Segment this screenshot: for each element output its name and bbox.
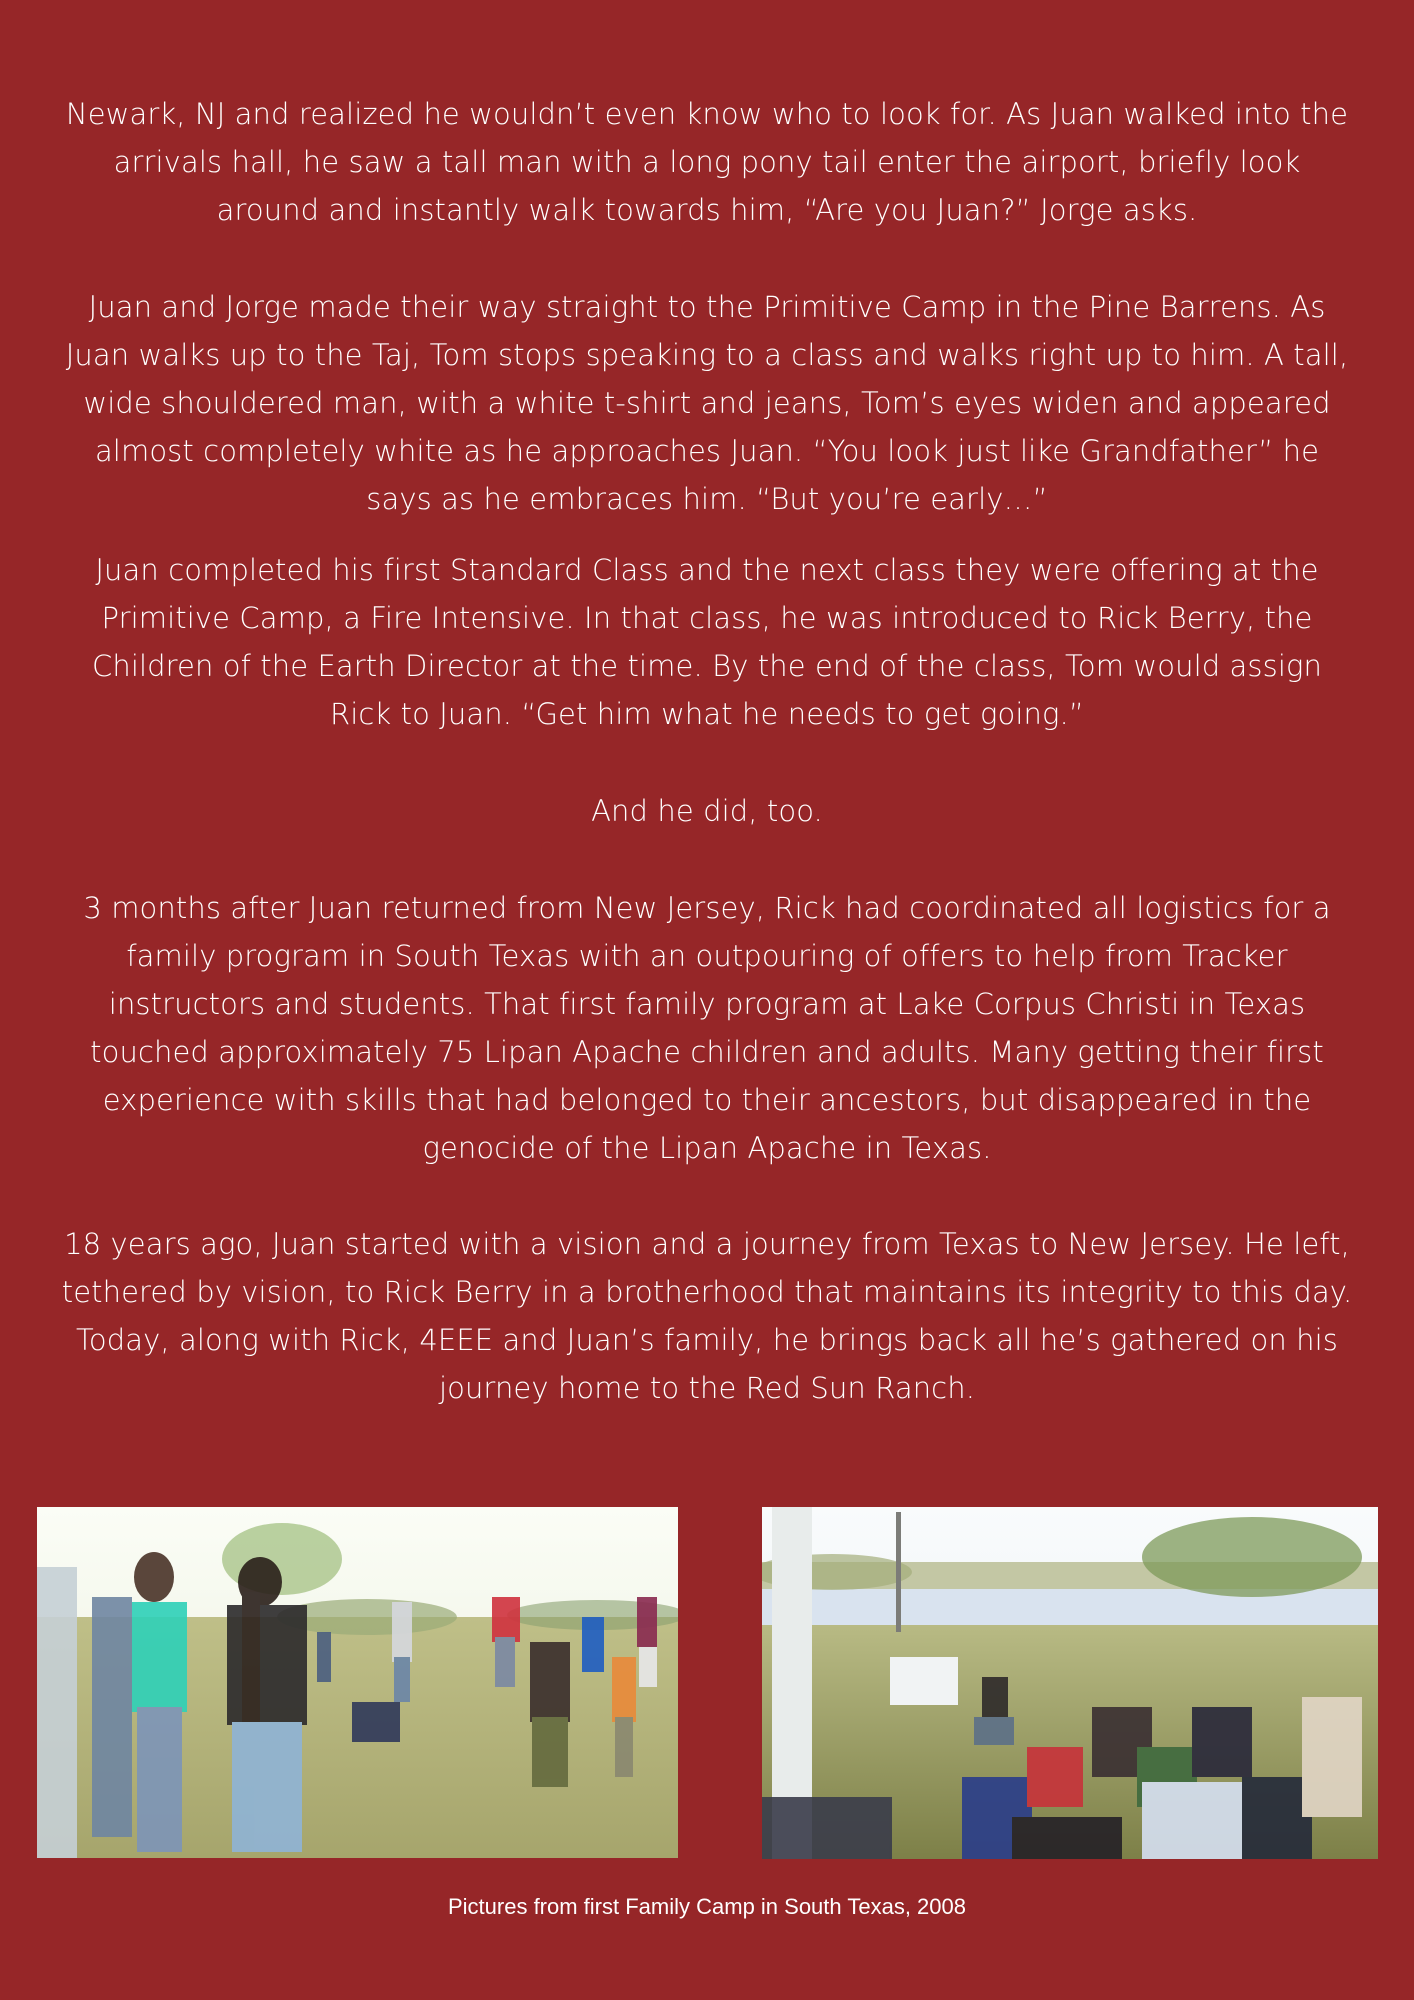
paragraph-primitive-camp: Juan and Jorge made their way straight to the Primitive Camp in the Pine Barrens. As Juan walks up to the Taj, Tom stops speaking to a class and walks right up to him. A tall, wide shouldered man, with a white t-shirt and jeans, Tom’s eyes widen and appeared almost completely white as he approaches Juan. “You look just like Grandfather” he says as he embraces him. “But you’re early…” bbox=[65, 290, 1349, 516]
paragraph-first-class: Juan completed his first Standard Class and the next class they were offering at the Primitive Camp, a Fire Intensive. In that class, he was introduced to Rick Berry, the Children of the Earth Director at the time. By the end of the class, Tom would assign Rick to Juan. “Get him what he needs to get going.” bbox=[92, 553, 1322, 731]
paragraph-arrival: Newark, NJ and realized he wouldn’t even know who to look for. As Juan walked into the arrivals hall, he saw a tall man with a long pony tail enter the airport, briefly look around and instantly walk towards him, “Are you Juan?” Jorge asks. bbox=[65, 97, 1349, 227]
photo-caption: Pictures from first Family Camp in South Texas, 2008 bbox=[447, 1894, 966, 1919]
children-circle-photo bbox=[37, 1507, 678, 1858]
family-camp-photo-right bbox=[762, 1507, 1378, 1859]
paragraph-and-he-did: And he did, too. bbox=[591, 794, 823, 828]
paragraph-family-program: 3 months after Juan returned from New Jersey, Rick had coordinated all logistics for a family program in South Texas with an outpouring of offers to help from Tracker instructors and students. That first family program at Lake Corpus Christi in Texas touched approximately 75 Lipan Apache children and adults. Many getting their first experience with skills that had belonged to their ancestors, but disappeared in the genocide of the Lipan Apache in Texas. bbox=[83, 891, 1331, 1165]
lakeside-class-photo bbox=[762, 1507, 1378, 1859]
family-camp-photo-left bbox=[37, 1507, 678, 1858]
paragraph-eighteen-years: 18 years ago, Juan started with a vision and a journey from Texas to New Jersey. He left, tethered by vision, to Rick Berry in a brotherhood that maintains its integrity to this day. Today, along with Rick, 4EEE and Juan’s family, he brings back all he’s gathered on his journey home to the Red Sun Ranch. bbox=[61, 1227, 1353, 1405]
